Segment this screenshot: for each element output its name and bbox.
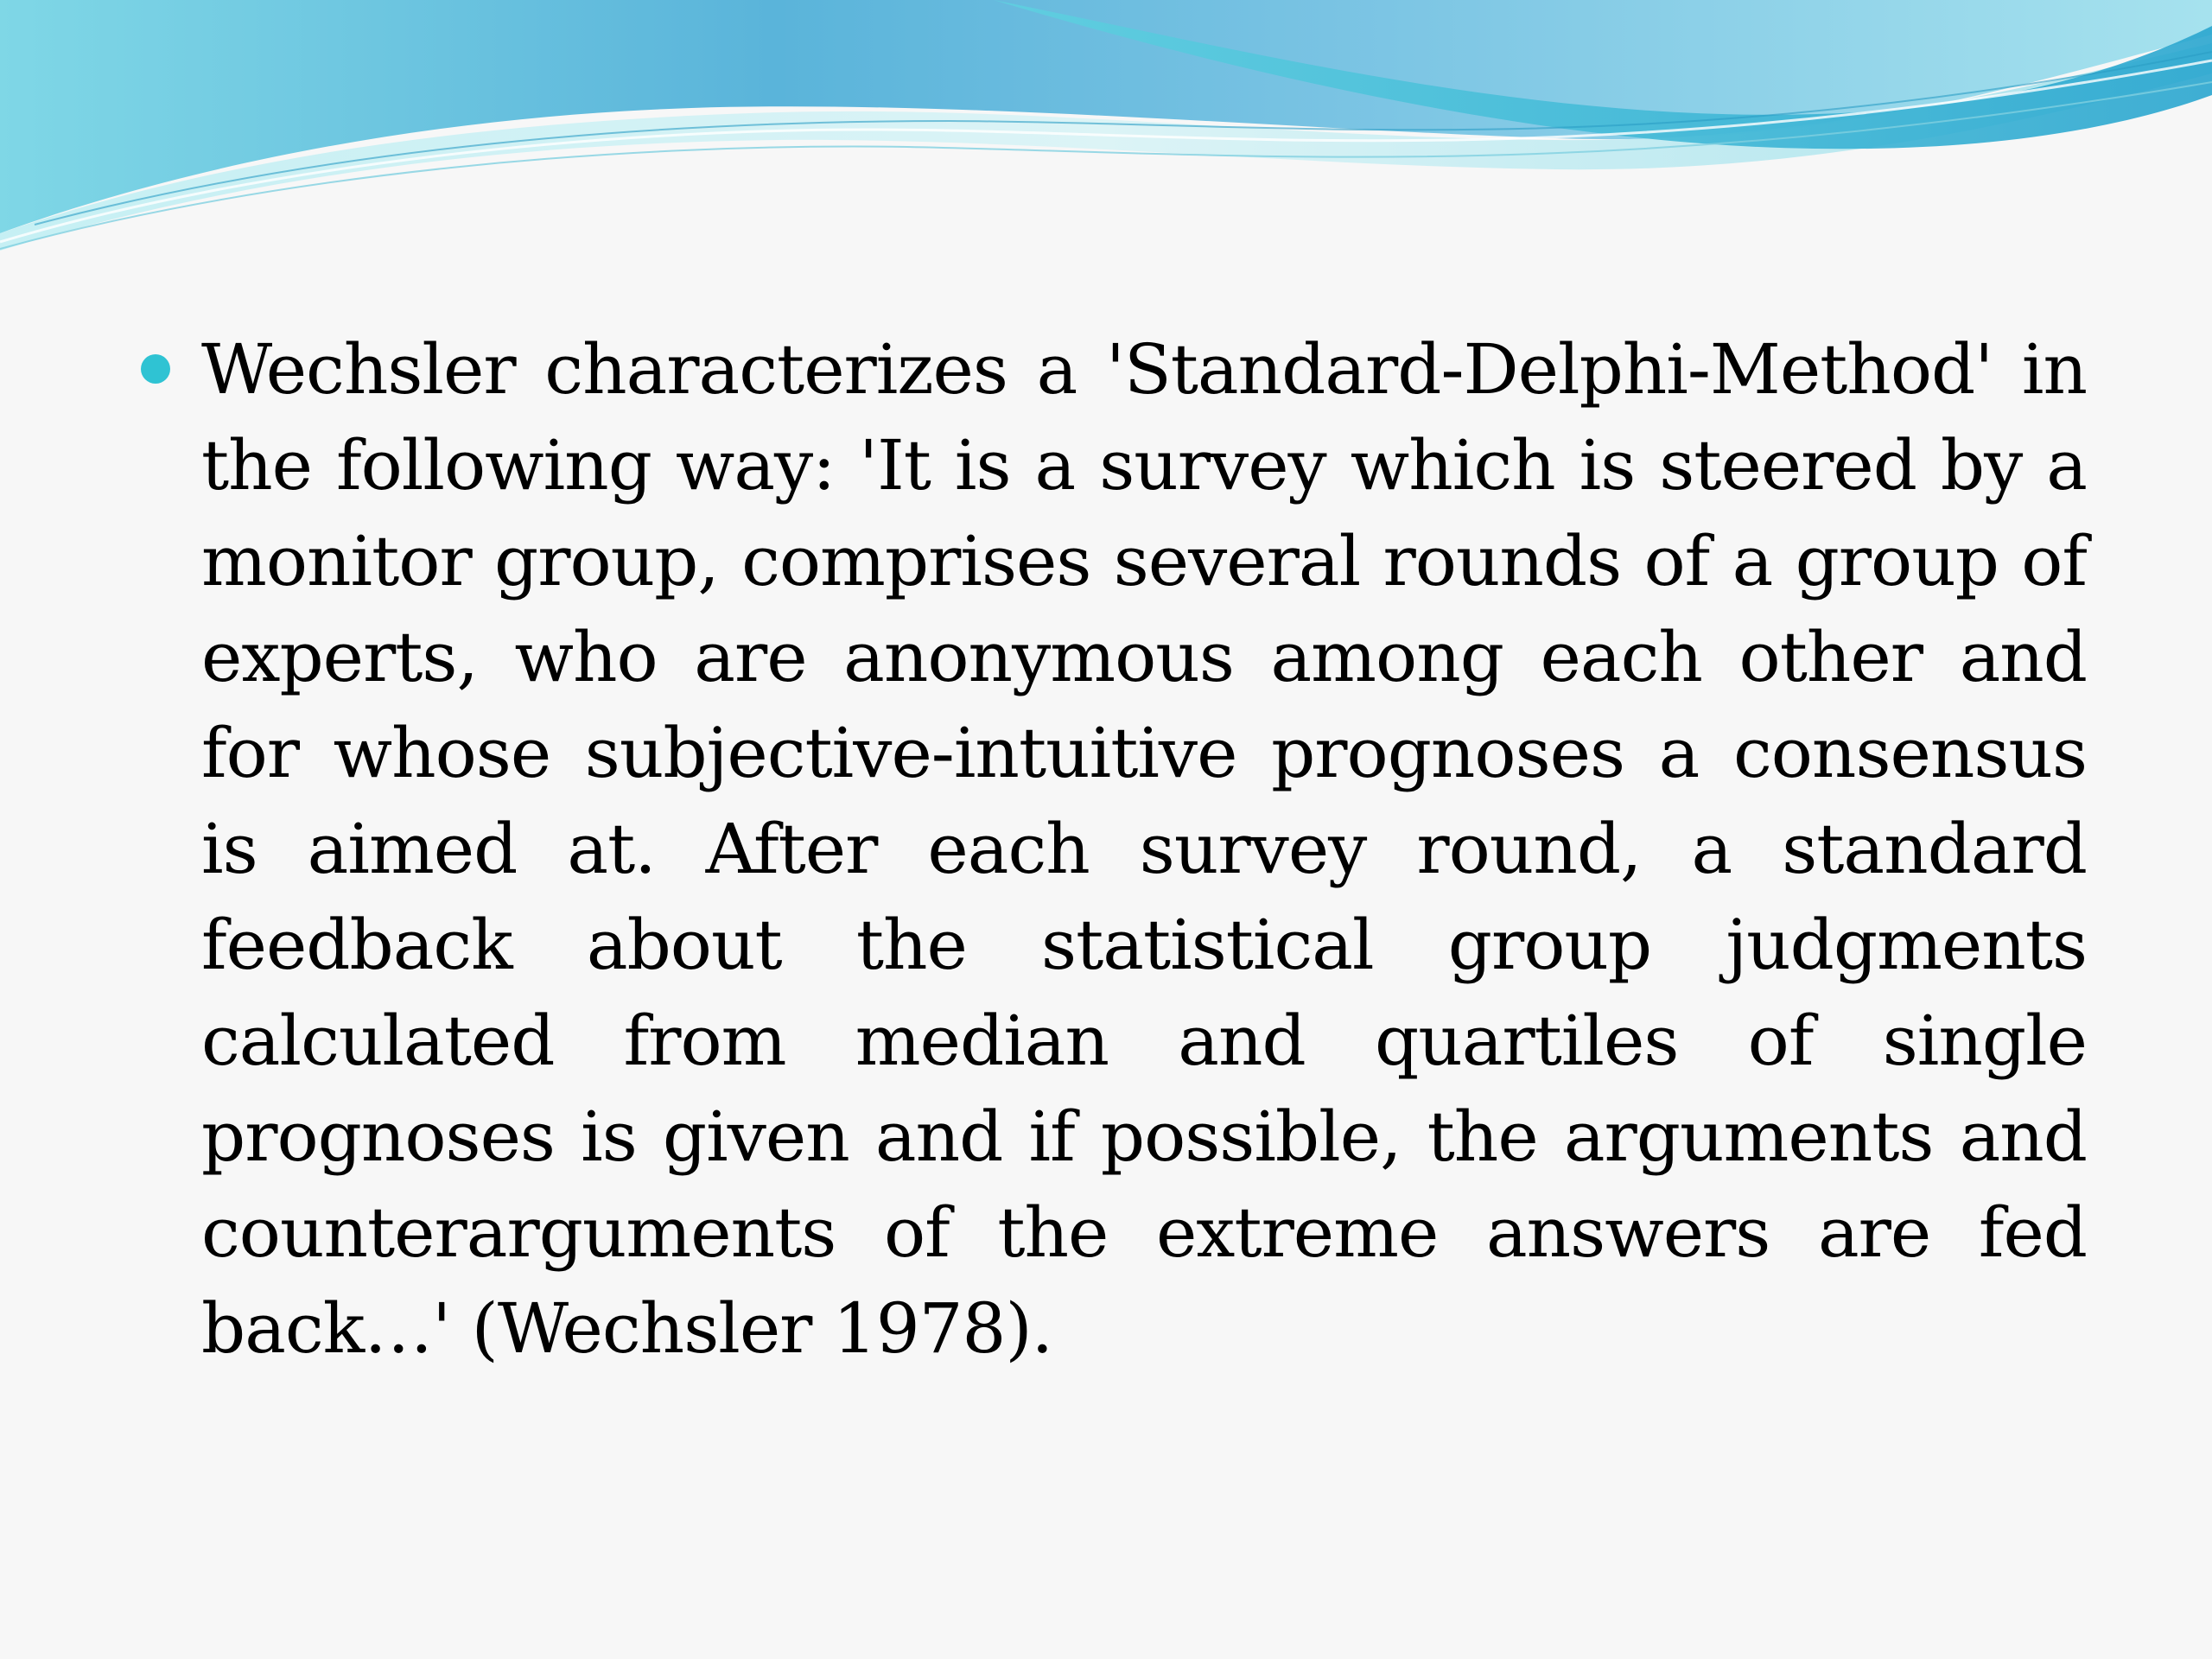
filled-circle-bullet-icon — [141, 354, 170, 384]
bullet-item — [134, 321, 2087, 1376]
bullet-list — [134, 321, 2087, 1376]
bullet-text: Wechsler characterizes a 'Standard-Delphi-Method' in the following way: 'It is a survey which is steered by a monitor group, comprises several rounds of a group of experts, who are anonymous among each other and for whose subjective-intuitive prognoses a consensus is aimed at. After each survey round, a standard feedback about the statistical group judgments calculated from median and quartiles of single prognoses is given and if possible, the arguments and counterarguments of the extreme answers are fed back…' (Wechsler 1978). — [201, 329, 2087, 1369]
header-wave-decoration — [0, 0, 2212, 259]
